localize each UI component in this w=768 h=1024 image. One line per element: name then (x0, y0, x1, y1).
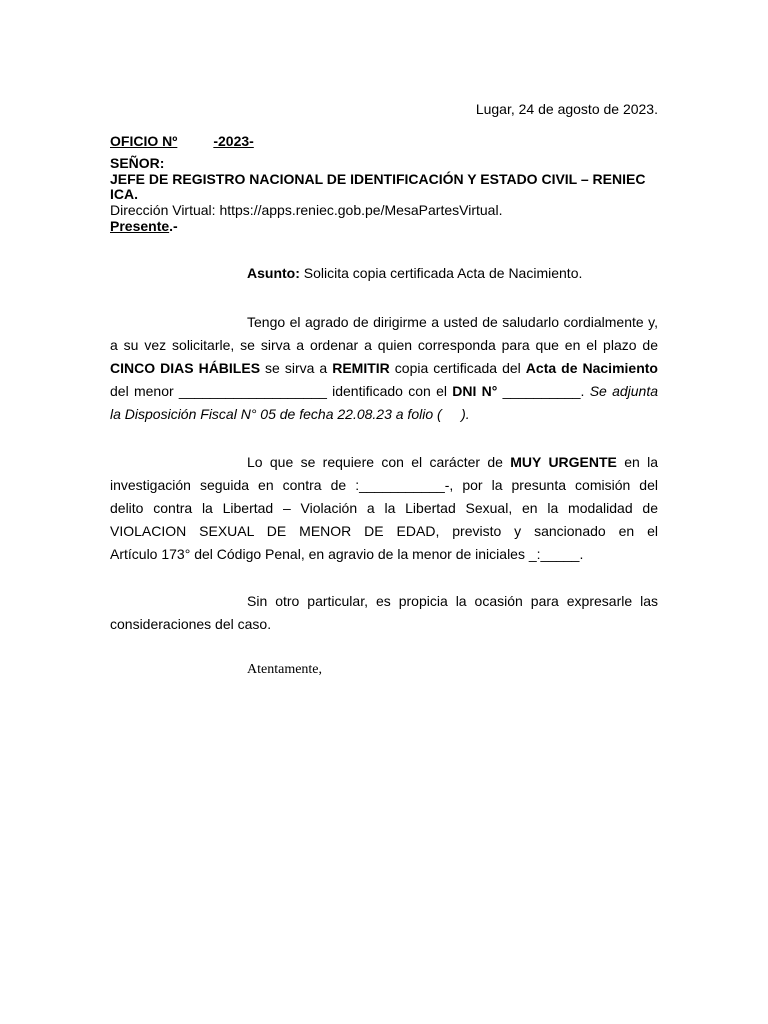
p2-line4: VIOLACION SEXUAL DE MENOR DE EDAD, previsto y sancionado en el (110, 523, 658, 539)
oficio-header (110, 133, 254, 149)
p1-line1: Tengo el agrado de dirigirme a usted de saludarlo cordialmente y, (247, 314, 658, 330)
p1-remitir: REMITIR (332, 360, 390, 376)
address-url: https://apps.reniec.gob.pe/MesaPartesVirtual. (219, 202, 503, 218)
place-date: Lugar, 24 de agosto de 2023. (475, 101, 658, 117)
p1-line3 (110, 360, 658, 376)
p1-text: __________. (497, 383, 590, 399)
address-label: Dirección Virtual: (110, 202, 216, 218)
closing: Atentamente, (247, 662, 323, 677)
p1-adjunta: Se adjunta (589, 383, 659, 399)
p2-line2: investigación seguida en contra de :___________-, por la presunta comisión del (110, 477, 658, 493)
oficio-label: OFICIO Nº (110, 133, 178, 149)
p1-text: del menor ___________________ identificado con el (110, 383, 453, 399)
subject-line (247, 265, 582, 281)
p1-text: copia certificada del (389, 360, 526, 376)
p1-text: se sirva a (260, 360, 333, 376)
recipient-title-line1: JEFE DE REGISTRO NACIONAL DE IDENTIFICACIÓN Y ESTADO CIVIL – RENIEC (110, 171, 646, 187)
p1-dni: DNI N° (452, 383, 498, 399)
p2-line3: delito contra la Libertad – Violación a la Libertad Sexual, en la modalidad de (110, 500, 658, 516)
oficio-number: -2023- (213, 133, 254, 149)
salutation: SEÑOR: (110, 155, 165, 171)
presente-word: Presente (110, 218, 170, 234)
p1-line5: la Disposición Fiscal N° 05 de fecha 22.08.23 a folio ( ). (110, 406, 470, 422)
p1-cinco-dias: CINCO DIAS HÁBILES (110, 360, 261, 376)
p2-text: Lo que se requiere con el carácter de (247, 454, 511, 470)
p1-acta: Acta de Nacimiento (525, 360, 658, 376)
subject-label: Asunto: (247, 265, 300, 281)
p2-line5: Artículo 173° del Código Penal, en agravio de la menor de iniciales _:_____. (110, 546, 584, 562)
recipient-title-line2: ICA. (110, 186, 138, 202)
presente-suffix: .- (169, 218, 178, 234)
p1-line2: a su vez solicitarle, se sirva a ordenar a quien corresponda para que en el plazo de (110, 337, 658, 353)
subject-text: Solicita copia certificada Acta de Nacimiento. (303, 265, 583, 281)
p2-line1 (247, 454, 658, 470)
p3-line1: Sin otro particular, es propicia la ocasión para expresarle las (247, 593, 658, 609)
p1-line4 (110, 383, 658, 399)
p2-muy-urgente: MUY URGENTE (510, 454, 617, 470)
presente (110, 218, 178, 234)
p2-text: en la (616, 454, 659, 470)
p3-line2: consideraciones del caso. (110, 616, 272, 632)
recipient-address (110, 202, 502, 218)
